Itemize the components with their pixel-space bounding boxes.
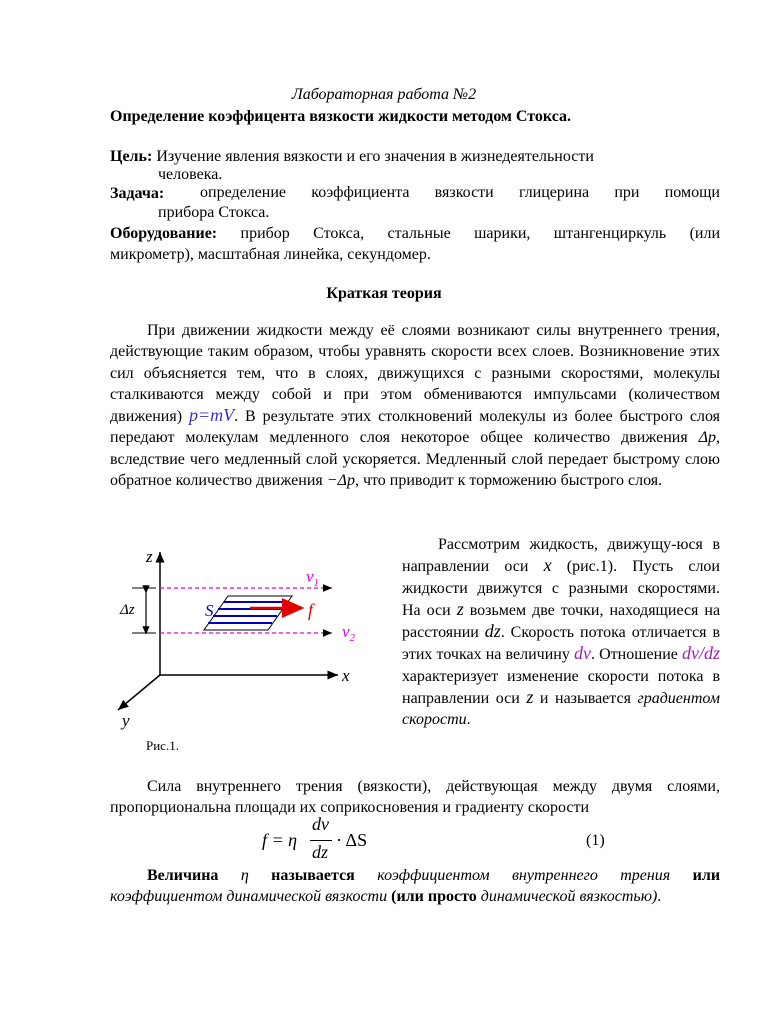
term-dynamic-viscosity: коэффициентом динамической вязкости: [110, 888, 388, 906]
equipment-text: прибор Стокса, стальные шарики, штангенциркуль (или: [240, 225, 721, 242]
figure-description: Рассмотрим жидкость, движущу-юся в направлении оси x (рис.1). Пусть слои жидкости движутся с разными скоростями. На оси z возьмем две точки, находящиеся на расстоянии dz. Скорость потока отличается в этих точках на величину dv. Отношение dv/dz характеризует изменение скорости потока в направлении оси z и называется градиентом скорости.: [402, 536, 721, 729]
y-axis-label: y: [122, 711, 130, 730]
theory-heading: Краткая теория: [326, 285, 442, 302]
goal-text: Изучение явления вязкости и его значения в жизнедеятельности: [156, 148, 594, 165]
term-viscosity: динамической вязкостью): [480, 888, 658, 906]
equipment-label: Оборудование:: [110, 225, 218, 242]
task-label: Задача:: [110, 185, 165, 202]
dv-symbol: dv: [573, 643, 591, 664]
theory-paragraph: [110, 320, 720, 491]
task-text: определение коэффициента вязкости глицерина при помощи: [200, 184, 720, 201]
equipment-text-cont: микрометр), масштабная линейка, секундомер.: [110, 246, 431, 263]
eta-symbol: η: [240, 867, 249, 884]
theory-text-d: , что приводит к торможению быстрого слоя.: [354, 472, 663, 490]
goal-label: Цель:: [110, 148, 153, 165]
figure-1-diagram: [110, 540, 400, 760]
formula-denominator: dz: [312, 842, 329, 862]
formula-rhs: · ΔS: [336, 830, 368, 850]
y-axis: [118, 675, 160, 710]
dvdz-symbol: dv/dz: [682, 643, 721, 664]
x-symbol: x: [543, 555, 552, 576]
goal-row: [110, 147, 720, 167]
formula-numerator: dv: [312, 814, 329, 834]
theory-text-b: . В результате этих столкновений молекулы из более быстрого слоя передают молекулам медленного слоя некоторое общее количество движения: [110, 408, 720, 447]
x-axis-label: x: [342, 666, 350, 685]
v1-label: $v_1$: [306, 567, 320, 589]
figure-caption: Рис.1.: [146, 738, 179, 753]
lab-title: Лабораторная работа №2: [291, 86, 477, 103]
goal-text-cont: человека.: [158, 166, 223, 183]
z-symbol-2: z: [526, 687, 534, 708]
s-label: S: [205, 601, 214, 620]
minus-delta-p: −Δp: [326, 472, 355, 490]
coefficient-paragraph: Величина η называется коэффициентом внутреннего трения или коэффициентом динамической вязкости (или просто динамической вязкостью).: [110, 867, 721, 906]
gradient-term: градиентом скорости: [402, 690, 720, 729]
main-title: Определение коэффицента вязкости жидкости методом Стокса.: [110, 108, 572, 125]
v2-label: $v_2$: [342, 622, 356, 644]
momentum-formula: p=mV: [188, 405, 235, 426]
equipment-row: [110, 224, 720, 244]
theory-text-c: , вследствие чего медленный слой ускоряется. Медленный слой передает быстрому слою обратное количество движения: [110, 429, 720, 490]
f-label: f: [308, 600, 314, 620]
term-internal-friction: коэффициентом внутреннего трения: [377, 867, 671, 884]
dz-label: Δz: [120, 602, 135, 618]
dz-symbol: dz: [484, 621, 501, 642]
delta-p: Δp: [698, 429, 716, 447]
task-text-cont: прибора Стокса.: [158, 204, 270, 221]
formula-lhs: f = η: [262, 830, 298, 850]
formula-number: (1): [586, 832, 605, 849]
viscosity-force-paragraph: Сила внутреннего трения (вязкости), действующая между двумя слоями, пропорциональна площади их соприкосновения и градиенту скорости: [110, 778, 720, 817]
z-symbol: z: [456, 598, 464, 619]
theory-text-a: При движении жидкости между её слоями возникают силы внутреннего трения, действующие таким образом, чтобы уравнять скорости всех слоев. Возникновение этих сил объясняется тем, что в слоях, движущихся с разными скоростями, молекулы сталкиваются между собой и при этом обмениваются импульсами (количеством движения): [110, 322, 720, 426]
z-axis-label: z: [146, 547, 153, 566]
